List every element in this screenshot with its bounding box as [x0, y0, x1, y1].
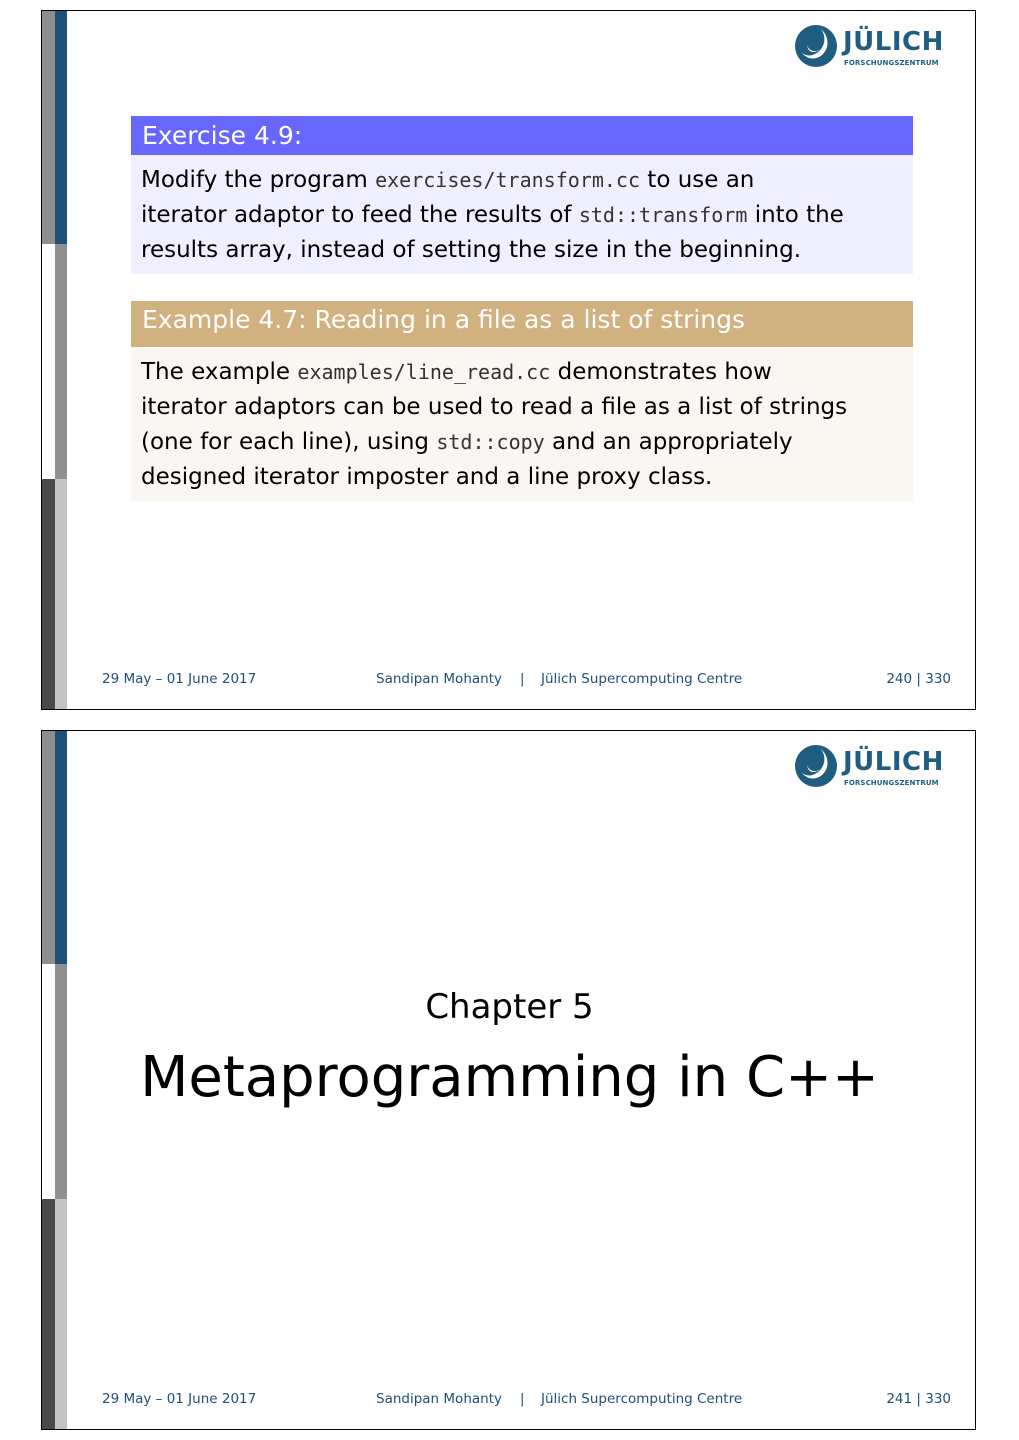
exercise-line [141, 198, 903, 233]
julich-swoosh-icon [793, 23, 839, 69]
example-line: iterator adaptors can be used to read a file as a list of strings [141, 394, 848, 420]
logo-wordmark: JÜLICH [843, 27, 944, 57]
footer-date: 29 May – 01 June 2017 [102, 671, 257, 687]
text-run: iterator adaptor to feed the results of [141, 202, 579, 228]
example-block [131, 301, 913, 501]
footer-page-number: 241 | 330 [886, 1391, 951, 1407]
footer-author: Sandipan Mohanty [376, 671, 502, 687]
text-run: to use an [639, 167, 755, 193]
slide-footer [42, 1391, 976, 1411]
sidebar-bar [42, 244, 55, 479]
exercise-line: results array, instead of setting the size in the beginning. [141, 237, 802, 263]
example-line [141, 425, 903, 460]
text-run: demonstrates how [550, 359, 772, 385]
code-function: std::transform [578, 203, 748, 227]
chapter-label: Chapter 5 [425, 987, 594, 1027]
julich-logo [793, 743, 953, 795]
slide-241 [41, 730, 976, 1430]
logo-subtitle: FORSCHUNGSZENTRUM [844, 59, 939, 67]
text-run: The example [141, 359, 298, 385]
example-line [141, 355, 903, 390]
julich-logo [793, 23, 953, 75]
example-line: designed iterator imposter and a line proxy class. [141, 464, 713, 490]
exercise-line [141, 163, 903, 198]
example-body [131, 347, 913, 501]
footer-page-number: 240 | 330 [886, 671, 951, 687]
chapter-title: Metaprogramming in C++ [140, 1045, 879, 1110]
footer-organization: Jülich Supercomputing Centre [541, 671, 743, 687]
logo-wordmark: JÜLICH [843, 747, 944, 777]
text-run: Modify the program [141, 167, 376, 193]
sidebar-bar [55, 731, 67, 964]
code-filename: exercises/transform.cc [375, 168, 640, 192]
footer-separator: | [520, 1391, 525, 1407]
slide-footer [42, 671, 976, 691]
exercise-title: Exercise 4.9: [131, 116, 913, 155]
sidebar-bar [42, 11, 55, 244]
sidebar-bar [55, 244, 67, 479]
text-run: into the [747, 202, 844, 228]
example-title: Example 4.7: Reading in a file as a list of strings [131, 301, 913, 347]
sidebar-bar [42, 731, 55, 964]
julich-swoosh-icon [793, 743, 839, 789]
footer-separator: | [520, 671, 525, 687]
slide-240 [41, 10, 976, 710]
footer-date: 29 May – 01 June 2017 [102, 1391, 257, 1407]
text-run: and an appropriately [544, 429, 793, 455]
text-run: (one for each line), using [141, 429, 437, 455]
footer-author: Sandipan Mohanty [376, 1391, 502, 1407]
sidebar-bar [55, 11, 67, 244]
logo-subtitle: FORSCHUNGSZENTRUM [844, 779, 939, 787]
exercise-block [131, 116, 913, 274]
exercise-body [131, 155, 913, 274]
footer-organization: Jülich Supercomputing Centre [541, 1391, 743, 1407]
code-function: std::copy [436, 430, 545, 454]
code-filename: examples/line_read.cc [297, 360, 551, 384]
